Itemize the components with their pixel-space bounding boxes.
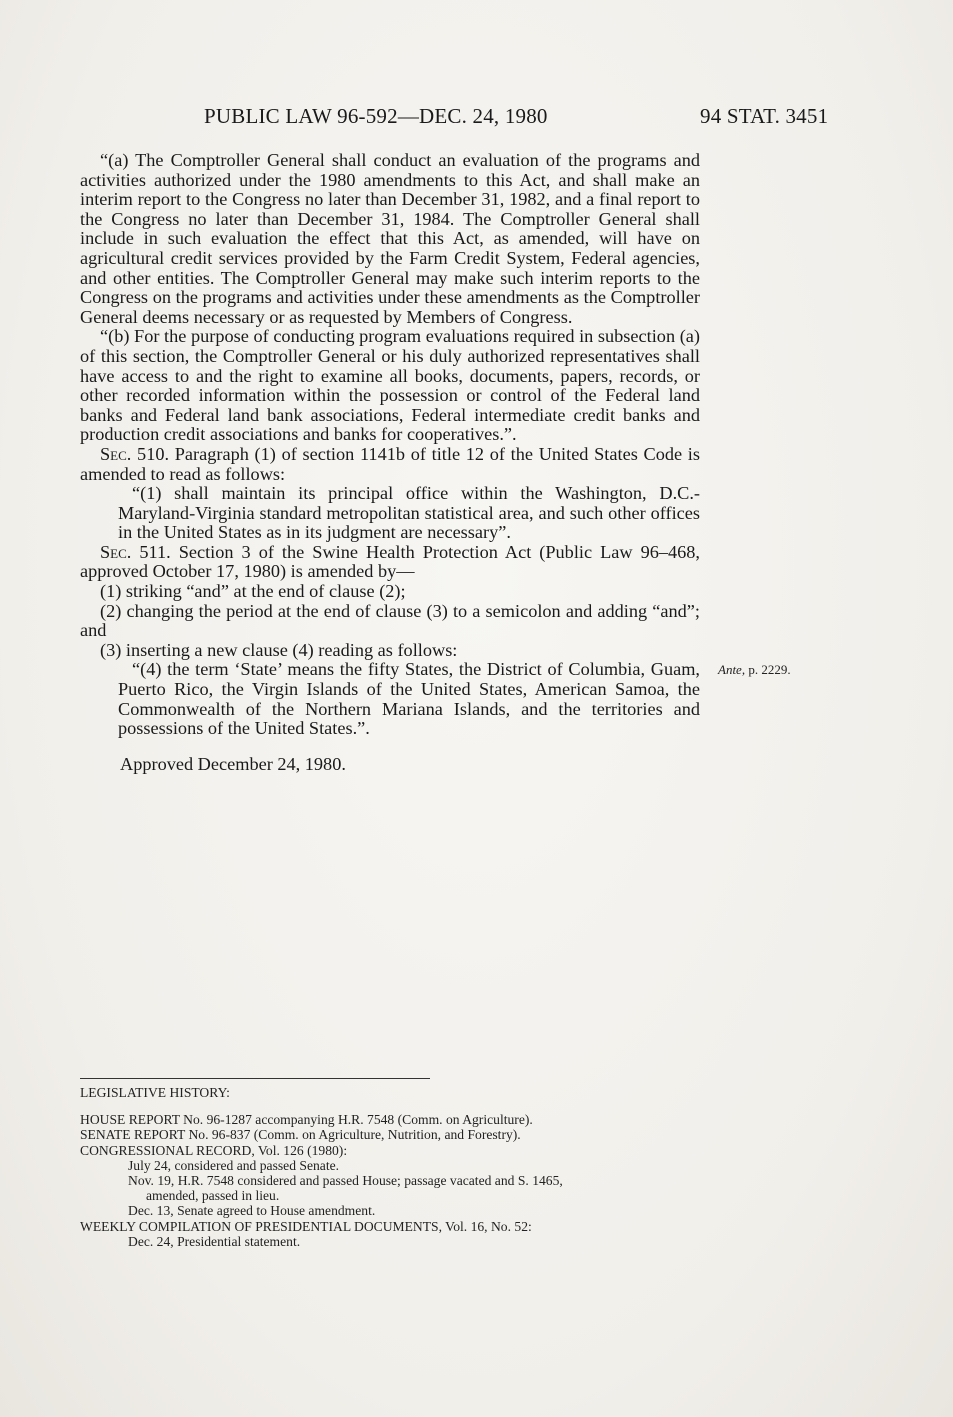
congressional-record-entry: CONGRESSIONAL RECORD, Vol. 126 (1980): bbox=[80, 1142, 348, 1158]
section-510-quoted-clause: “(1) shall maintain its principal office within the Washington, D.C.-Maryland-Virginia standard metropolitan statistical area, and such other offices in the United States as in its judgment are necessary”. bbox=[118, 483, 700, 543]
weekly-compilation-entry: WEEKLY COMPILATION OF PRESIDENTIAL DOCUMENTS, Vol. 16, No. 52: bbox=[80, 1218, 532, 1234]
clause-1: (1) striking “and” at the end of clause (2); bbox=[100, 581, 406, 602]
clause-3: (3) inserting a new clause (4) reading as follows: bbox=[100, 639, 458, 660]
section-510-label: Sec. 510. bbox=[100, 443, 170, 464]
section-511-text: Section 3 of the Swine Health Protection Act (Public Law 96–468, approved October 17, 1980) is amended by— bbox=[80, 541, 701, 582]
legislative-history bbox=[80, 1085, 720, 1249]
section-510-text: Paragraph (1) of section 1141b of title 12 of the United States Code is amended to read as follows: bbox=[80, 443, 700, 484]
house-report-entry: HOUSE REPORT No. 96-1287 accompanying H.R. 7548 (Comm. on Agriculture). bbox=[80, 1112, 533, 1128]
statute-page-number: 94 STAT. 3451 bbox=[700, 104, 829, 128]
senate-report-entry: SENATE REPORT No. 96-837 (Comm. on Agriculture, Nutrition, and Forestry). bbox=[80, 1127, 521, 1143]
section-511-label: Sec. 511. bbox=[100, 541, 171, 562]
section-510 bbox=[80, 445, 700, 484]
record-dec-entry: Dec. 13, Senate agreed to House amendment. bbox=[128, 1203, 376, 1219]
clause-2: (2) changing the period at the end of clause (3) to a semicolon and adding “and”; and bbox=[80, 600, 700, 641]
clause-4-quoted-definition: “(4) the term ‘State’ means the fifty States, the District of Columbia, Guam, Puerto Rico, the Virgin Islands of the United States, American Samoa, the Commonwealth of the Northern Mariana Islands, and the territories and possessions of the United States.”. bbox=[118, 659, 700, 739]
record-nov-line-2: amended, passed in lieu. bbox=[146, 1188, 280, 1204]
approval-date: Approved December 24, 1980. bbox=[120, 753, 346, 774]
record-nov-line-1: Nov. 19, H.R. 7548 considered and passed House; passage vacated and S. 1465, bbox=[128, 1173, 563, 1189]
paragraph-a: “(a) The Comptroller General shall conduct an evaluation of the programs and activities authorized under the 1980 amendments to this Act, and shall make an interim report to the Congress no later than December 31, 1982, and a final report to the Congress no later than December 31, 1984. The Comptroller General shall include in such evaluation the effect that this Act, as amended, will have on agricultural credit services provided by the Farm Credit System, Federal agencies, and other entities. The Comptroller General may make such interim reports to the Congress on the programs and activities under these amendments as the Comptroller General deems necessary or as requested by Members of Congress. bbox=[80, 150, 700, 327]
legislative-history-title: LEGISLATIVE HISTORY: bbox=[80, 1085, 230, 1100]
margin-note-ante-label: Ante, bbox=[718, 662, 746, 677]
law-body-text bbox=[80, 151, 700, 774]
public-law-citation: PUBLIC LAW 96-592—DEC. 24, 1980 bbox=[204, 104, 548, 128]
legislative-history-divider bbox=[80, 1078, 430, 1079]
paragraph-b: “(b) For the purpose of conducting program evaluations required in subsection (a) of this section, the Comptroller General or his duly authorized representatives shall have access to and the right to examine all books, documents, papers, records, or other recorded information within the possession or control of the Federal land banks and Federal land bank associations, Federal intermediate credit banks and production credit associations and banks for cooperatives.”. bbox=[80, 326, 700, 445]
weekly-compilation-dec-entry: Dec. 24, Presidential statement. bbox=[128, 1233, 301, 1249]
section-511 bbox=[80, 543, 700, 582]
margin-note-page: p. 2229. bbox=[745, 662, 791, 677]
margin-note-ante bbox=[718, 662, 791, 678]
record-july-entry: July 24, considered and passed Senate. bbox=[128, 1157, 340, 1173]
record-nov-entry bbox=[128, 1173, 720, 1203]
page-header bbox=[0, 104, 953, 134]
